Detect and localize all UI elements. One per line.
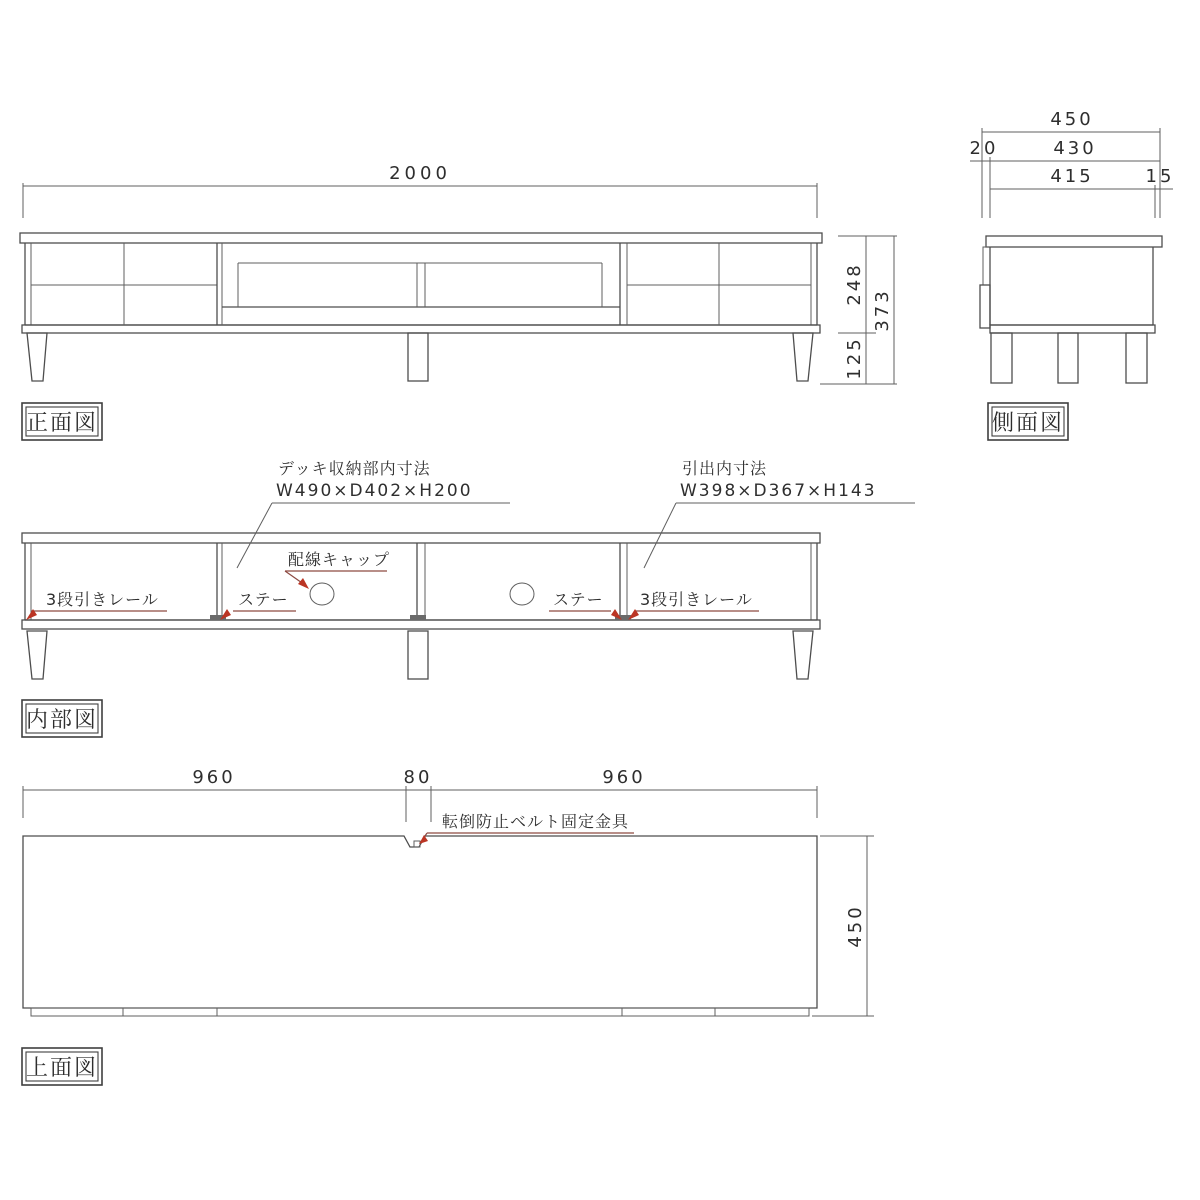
side-back-panel-dim-text: 15 [1145, 166, 1175, 187]
stay-callout-left [220, 590, 296, 620]
top-view-title-text: 上面図 [25, 1056, 99, 1081]
side-legs [991, 333, 1147, 383]
top-view [22, 767, 874, 1085]
stay-callout-right [549, 590, 622, 620]
slide-rail-callout-left [26, 590, 167, 620]
front-view [20, 163, 897, 440]
internal-view [22, 459, 915, 737]
top-width-left-dim-text: 960 [192, 767, 236, 788]
deck-note-line2-text: W490×D402×H200 [276, 481, 473, 501]
front-width-dim-text: 2000 [389, 163, 451, 184]
internal-cabinet-outline [22, 533, 820, 629]
front-cabinet-outline [20, 233, 822, 333]
belt-bracket-callout [419, 812, 634, 844]
side-rear-overhang-dim-text: 20 [969, 138, 999, 159]
stay-right-label-text: ステー [553, 590, 604, 609]
front-left-drawer-block [31, 243, 222, 325]
cable-cap-callout [285, 550, 390, 589]
slide-rail-left-label-text: 3段引きレール [46, 590, 159, 609]
slide-rail-callout-right [628, 590, 759, 620]
top-depth-dimension [812, 836, 874, 1016]
front-total-height-dim-text: 373 [872, 288, 893, 332]
front-width-dimension [23, 163, 817, 218]
internal-view-title-text: 内部図 [25, 708, 99, 733]
front-view-title-text: 正面図 [25, 411, 99, 436]
front-open-shelf-section [222, 263, 620, 307]
belt-bracket-label-text: 転倒防止ベルト固定金具 [442, 812, 630, 831]
front-body-height-dim-text: 248 [844, 262, 865, 306]
side-body-depth-dim-text: 430 [1053, 138, 1097, 159]
drawer-note-line2-text: W398×D367×H143 [680, 481, 877, 501]
internal-cable-holes [310, 583, 534, 605]
internal-view-title [22, 700, 102, 737]
side-view-title-text: 側面図 [991, 411, 1065, 436]
front-view-title [22, 403, 102, 440]
internal-legs [27, 631, 813, 679]
side-view-title [988, 403, 1068, 440]
top-panel-outline [23, 836, 817, 1016]
front-legs [27, 333, 813, 381]
side-total-depth-dim-text: 450 [1050, 109, 1094, 130]
deck-note-line1-text: デッキ収納部内寸法 [278, 459, 431, 478]
top-notch-width-dim-text: 80 [403, 767, 433, 788]
top-width-dimensions [23, 767, 817, 822]
side-cabinet-outline [980, 236, 1162, 333]
side-inner-depth-dim-text: 415 [1050, 166, 1094, 187]
side-view [970, 109, 1175, 440]
drawer-note-line1-text: 引出内寸法 [682, 459, 768, 478]
top-view-title [22, 1048, 102, 1085]
front-leg-height-dim-text: 125 [844, 336, 865, 380]
top-depth-dim-text: 450 [845, 904, 866, 948]
side-depth-dimensions [970, 109, 1175, 218]
slide-rail-right-label-text: 3段引きレール [640, 590, 753, 609]
top-width-right-dim-text: 960 [602, 767, 646, 788]
stay-left-label-text: ステー [238, 590, 289, 609]
drawer-size-note [644, 459, 915, 568]
cable-cap-label-text: 配線キャップ [288, 550, 391, 569]
front-right-drawer-block [620, 243, 811, 325]
front-height-dimensions [820, 236, 897, 384]
